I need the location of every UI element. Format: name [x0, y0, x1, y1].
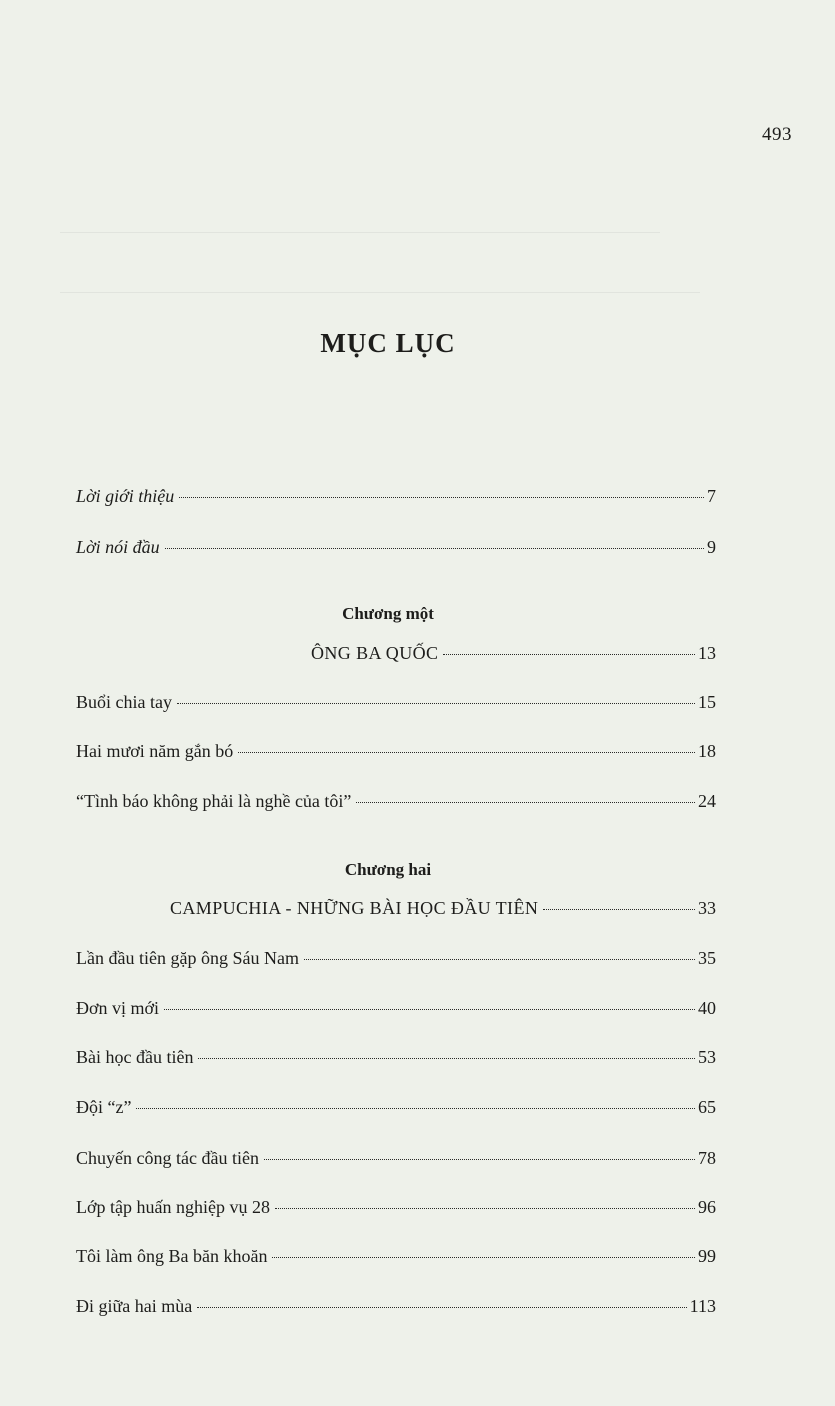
toc-entry-page: 113 [689, 1296, 716, 1316]
toc-entry[interactable] [76, 537, 716, 558]
dot-leader [197, 1307, 686, 1308]
dot-leader [543, 909, 695, 910]
toc-entry-label: Lần đầu tiên gặp ông Sáu Nam [76, 948, 299, 968]
page-title: MỤC LỤC [320, 328, 456, 358]
dot-leader [356, 802, 695, 803]
toc-entry[interactable] [76, 1047, 716, 1068]
dot-leader [165, 548, 704, 549]
toc-entry-label: Lời nói đầu [76, 537, 160, 557]
dot-leader [198, 1058, 695, 1059]
toc-entry-page: 7 [707, 486, 716, 506]
chapter-title-entry[interactable] [170, 898, 716, 919]
toc-entry-label: Hai mươi năm gắn bó [76, 741, 234, 761]
toc-entry[interactable] [76, 1097, 716, 1118]
toc-entry-page: 65 [698, 1097, 716, 1117]
toc-entry[interactable] [76, 1148, 716, 1169]
chapter-title: ÔNG BA QUỐC [311, 643, 439, 663]
dot-leader [272, 1257, 695, 1258]
dot-leader [275, 1208, 695, 1209]
toc-entry-page: 78 [698, 1148, 716, 1168]
chapter-title-entry[interactable] [311, 643, 716, 664]
toc-entry[interactable] [76, 692, 716, 713]
dot-leader [177, 703, 695, 704]
bleed-through-mark [60, 292, 700, 307]
toc-entry[interactable] [76, 1197, 716, 1218]
page-number: 493 [762, 124, 792, 145]
toc-entry-label: Bài học đầu tiên [76, 1047, 194, 1067]
toc-entry[interactable] [76, 948, 716, 969]
toc-entry-label: Buổi chia tay [76, 692, 172, 712]
toc-entry-page: 35 [698, 948, 716, 968]
toc-entry-label: Chuyến công tác đầu tiên [76, 1148, 259, 1168]
chapter-title: CAMPUCHIA - NHỮNG BÀI HỌC ĐẦU TIÊN [170, 898, 539, 918]
toc-entry-label: Đội “z” [76, 1097, 132, 1117]
toc-entry-label: Đi giữa hai mùa [76, 1296, 193, 1316]
toc-entry[interactable] [76, 1246, 716, 1267]
toc-entry-label: Đơn vị mới [76, 998, 160, 1018]
toc-entry[interactable] [76, 741, 716, 762]
toc-entry-page: 99 [698, 1246, 716, 1266]
toc-entry-label: “Tình báo không phải là nghề của tôi” [76, 791, 352, 811]
toc-entry-page: 96 [698, 1197, 716, 1217]
toc-entry-page: 53 [698, 1047, 716, 1067]
toc-entry-page: 40 [698, 998, 716, 1018]
toc-entry-page: 18 [698, 741, 716, 761]
chapter-heading: Chương một [342, 604, 434, 623]
dot-leader [164, 1009, 695, 1010]
chapter-heading: Chương hai [344, 860, 432, 879]
dot-leader [304, 959, 695, 960]
toc-entry-page: 24 [698, 791, 716, 811]
dot-leader [136, 1108, 695, 1109]
toc-entry[interactable] [76, 791, 716, 812]
toc-entry[interactable] [76, 486, 716, 507]
toc-entry-label: Lời giới thiệu [76, 486, 175, 506]
toc-entry-label: Tôi làm ông Ba băn khoăn [76, 1246, 268, 1266]
toc-entry-label: Lớp tập huấn nghiệp vụ 28 [76, 1197, 270, 1217]
dot-leader [443, 654, 695, 655]
toc-entry-page: 9 [707, 537, 716, 557]
dot-leader [264, 1159, 695, 1160]
dot-leader [179, 497, 704, 498]
toc-entry-page: 15 [698, 692, 716, 712]
toc-entry-page: 13 [698, 643, 716, 663]
bleed-through-mark [60, 232, 660, 247]
toc-entry[interactable] [76, 1296, 716, 1317]
dot-leader [238, 752, 695, 753]
toc-entry-page: 33 [698, 898, 716, 918]
toc-entry[interactable] [76, 998, 716, 1019]
